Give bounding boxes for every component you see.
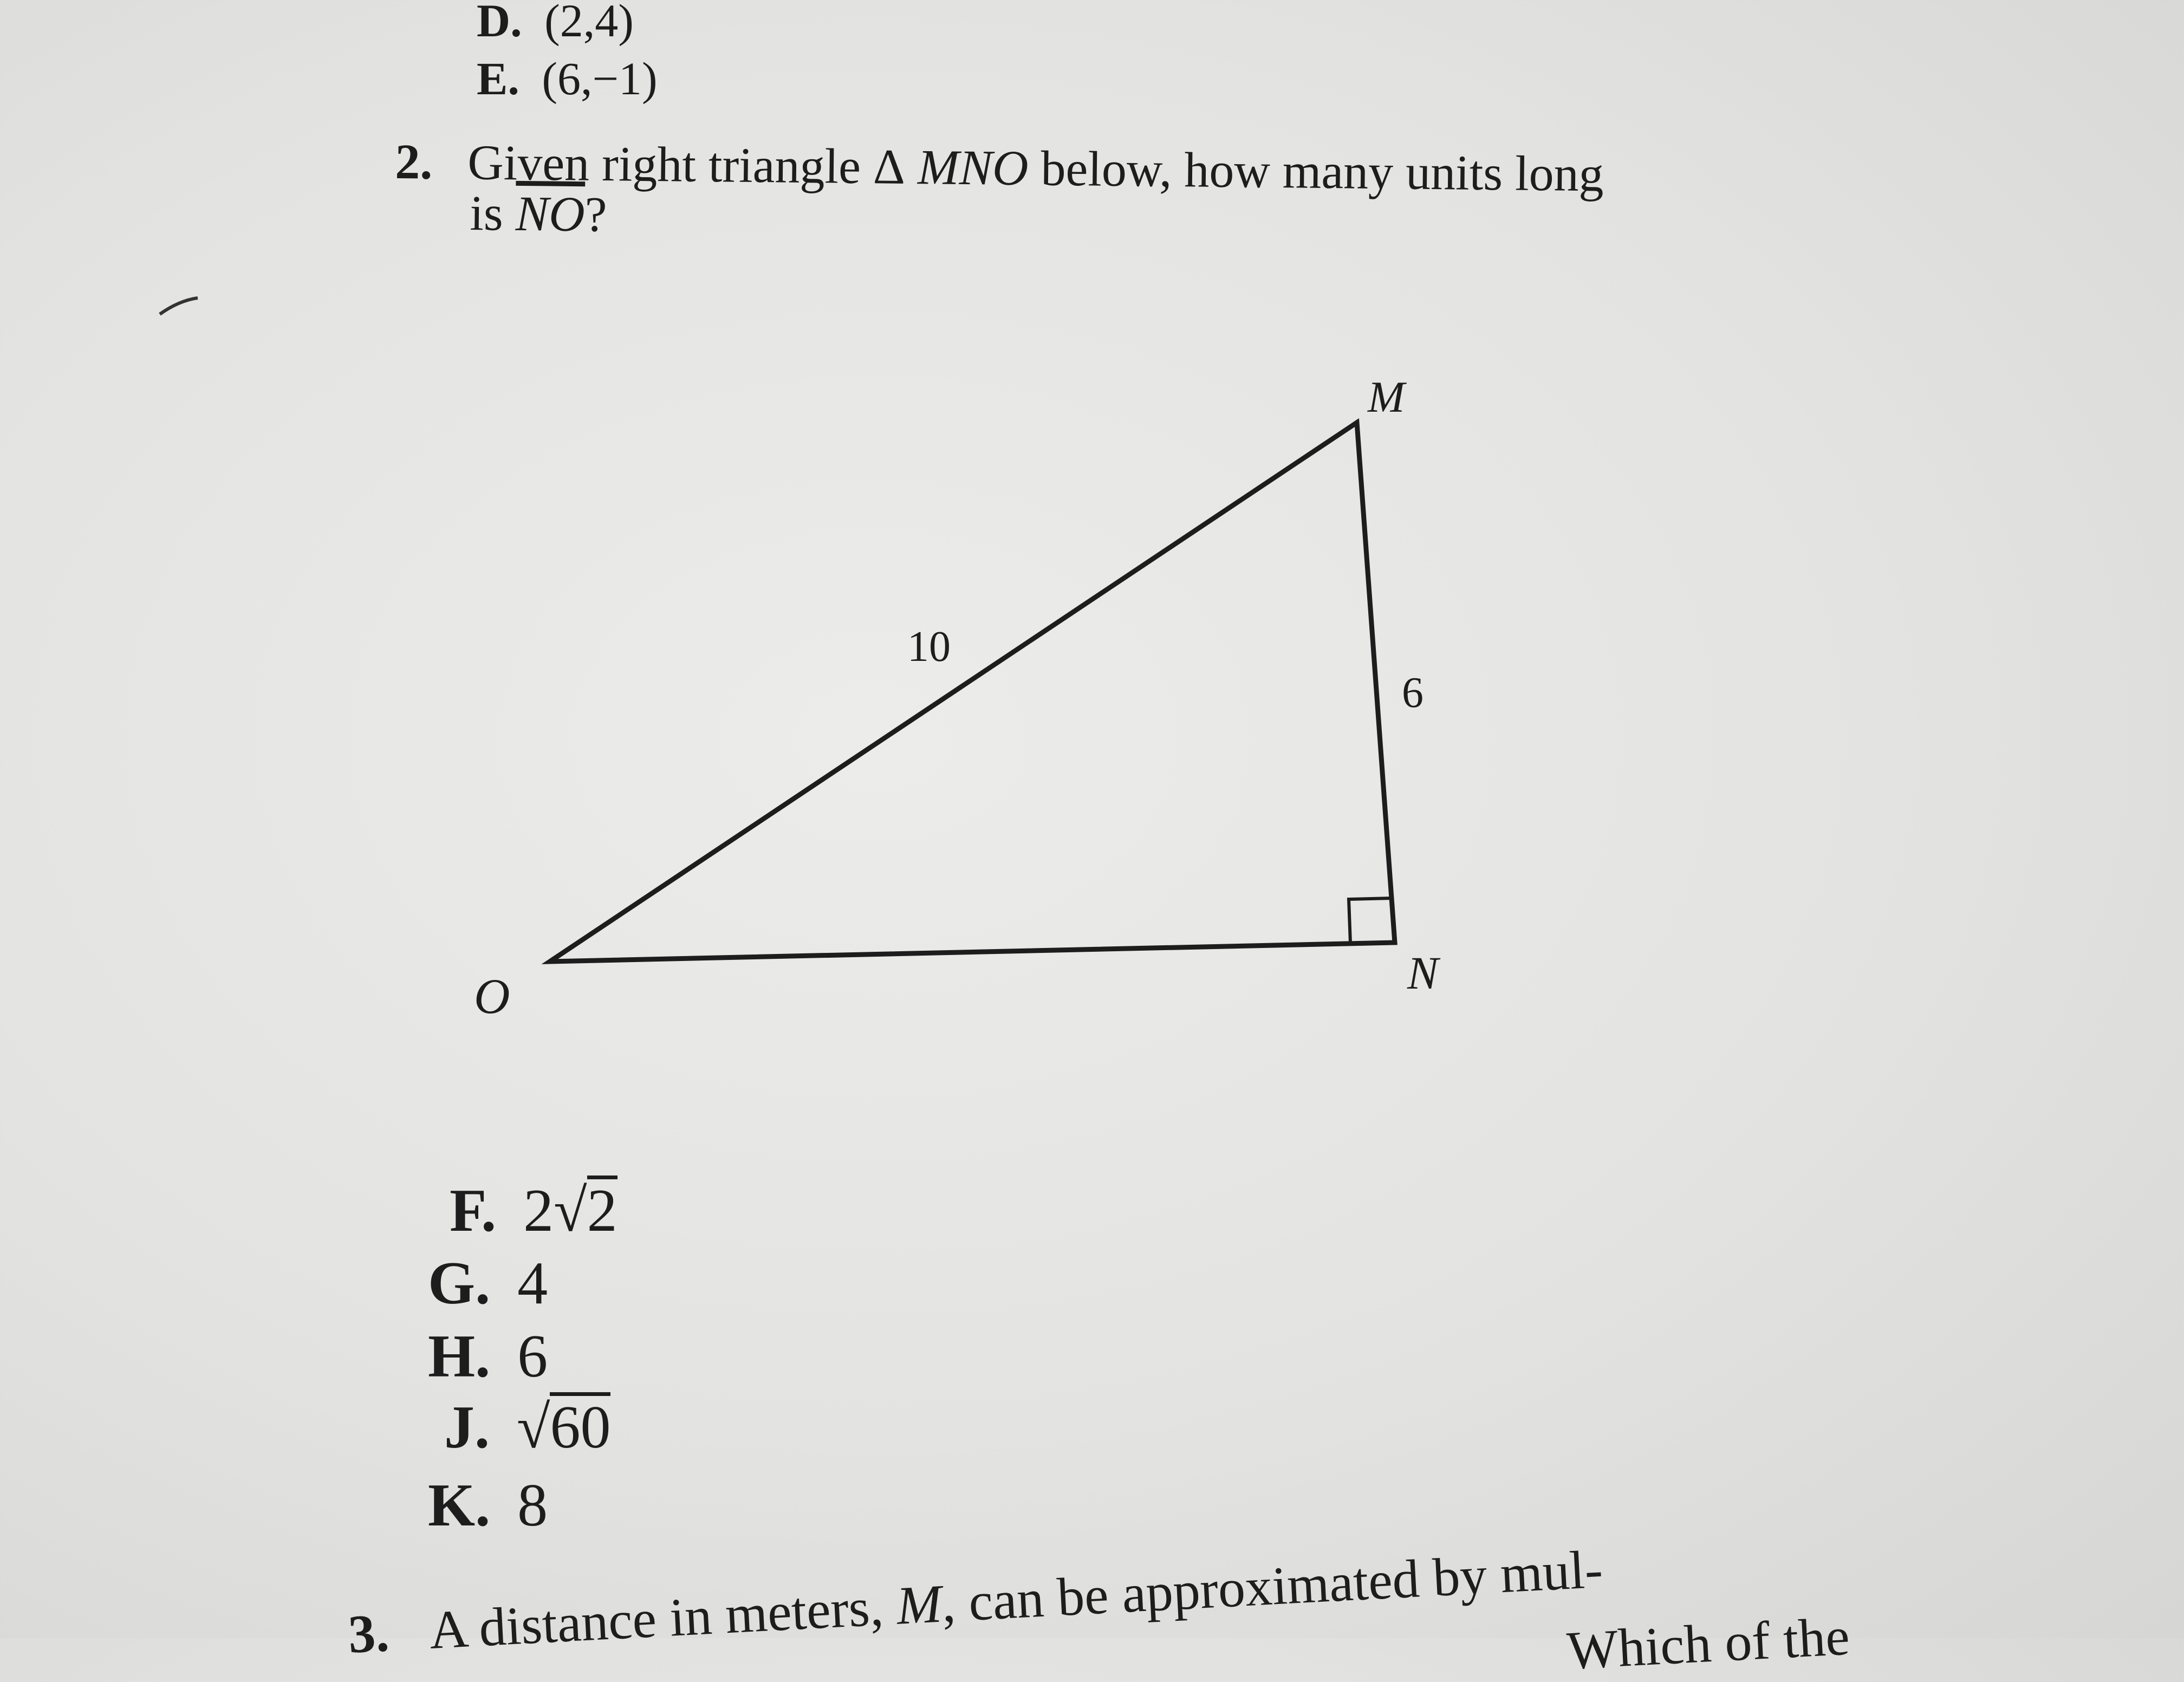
radical-sign-icon: √ [554,1177,587,1244]
side-label-hypotenuse: 10 [907,623,951,671]
question-3-var: M [895,1573,944,1636]
side-label-leg-mn: 6 [1402,669,1424,717]
answer-letter-h: H. [428,1323,491,1390]
segment-no: $\overline{NO}$ [515,185,586,242]
answer-letter-f: F. [450,1177,497,1244]
answer-letter-g: G. [428,1250,491,1317]
answer-radicand-f: 2 [587,1176,618,1241]
vertex-label-o: O [474,969,510,1024]
answer-choice-h[interactable] [428,1322,548,1392]
right-angle-marker [1349,898,1393,943]
question-text-line2-post: ? [584,186,607,242]
question-3-text-pre: A distance in meters, [427,1575,899,1660]
answer-choice-g[interactable] [428,1249,548,1319]
triangle-symbol: Δ [873,139,906,194]
vertex-label-n: N [1407,947,1439,999]
choice-d-letter: D. [477,0,522,47]
vertex-label-m: M [1368,372,1405,421]
choice-e-letter: E. [477,53,519,105]
answer-text-g: 4 [517,1250,548,1317]
question-number: 2. [394,133,433,190]
answer-choice-j[interactable] [444,1392,610,1463]
triangle-name: MNO [917,139,1029,196]
question-text-line2-pre: is [469,185,516,241]
choice-d-text: (2,4) [544,0,634,47]
answer-radicand-j: 60 [550,1392,610,1458]
question-text-post: below, how many units long [1028,140,1604,202]
answer-letter-j: J. [444,1394,490,1461]
question-3-number: 3. [347,1602,391,1665]
answer-coef-f: 2 [523,1177,554,1244]
answer-text-h: 6 [517,1323,548,1390]
answer-text-k: 8 [517,1472,548,1539]
radical-sign-icon: √ [517,1394,550,1461]
answer-choice-k[interactable] [428,1471,548,1541]
question-3-text-post: , can be approximated by mul- [940,1538,1604,1634]
question-3-line2-fragment: Which of the [1565,1606,1851,1681]
pencil-mark [157,295,200,317]
answer-choice-f[interactable] [450,1176,618,1246]
choice-e-text: (6,−1) [542,53,658,105]
question-text-pre: Given right triangle [467,134,874,194]
answer-letter-k: K. [428,1472,491,1539]
triangle-mno [550,423,1395,962]
